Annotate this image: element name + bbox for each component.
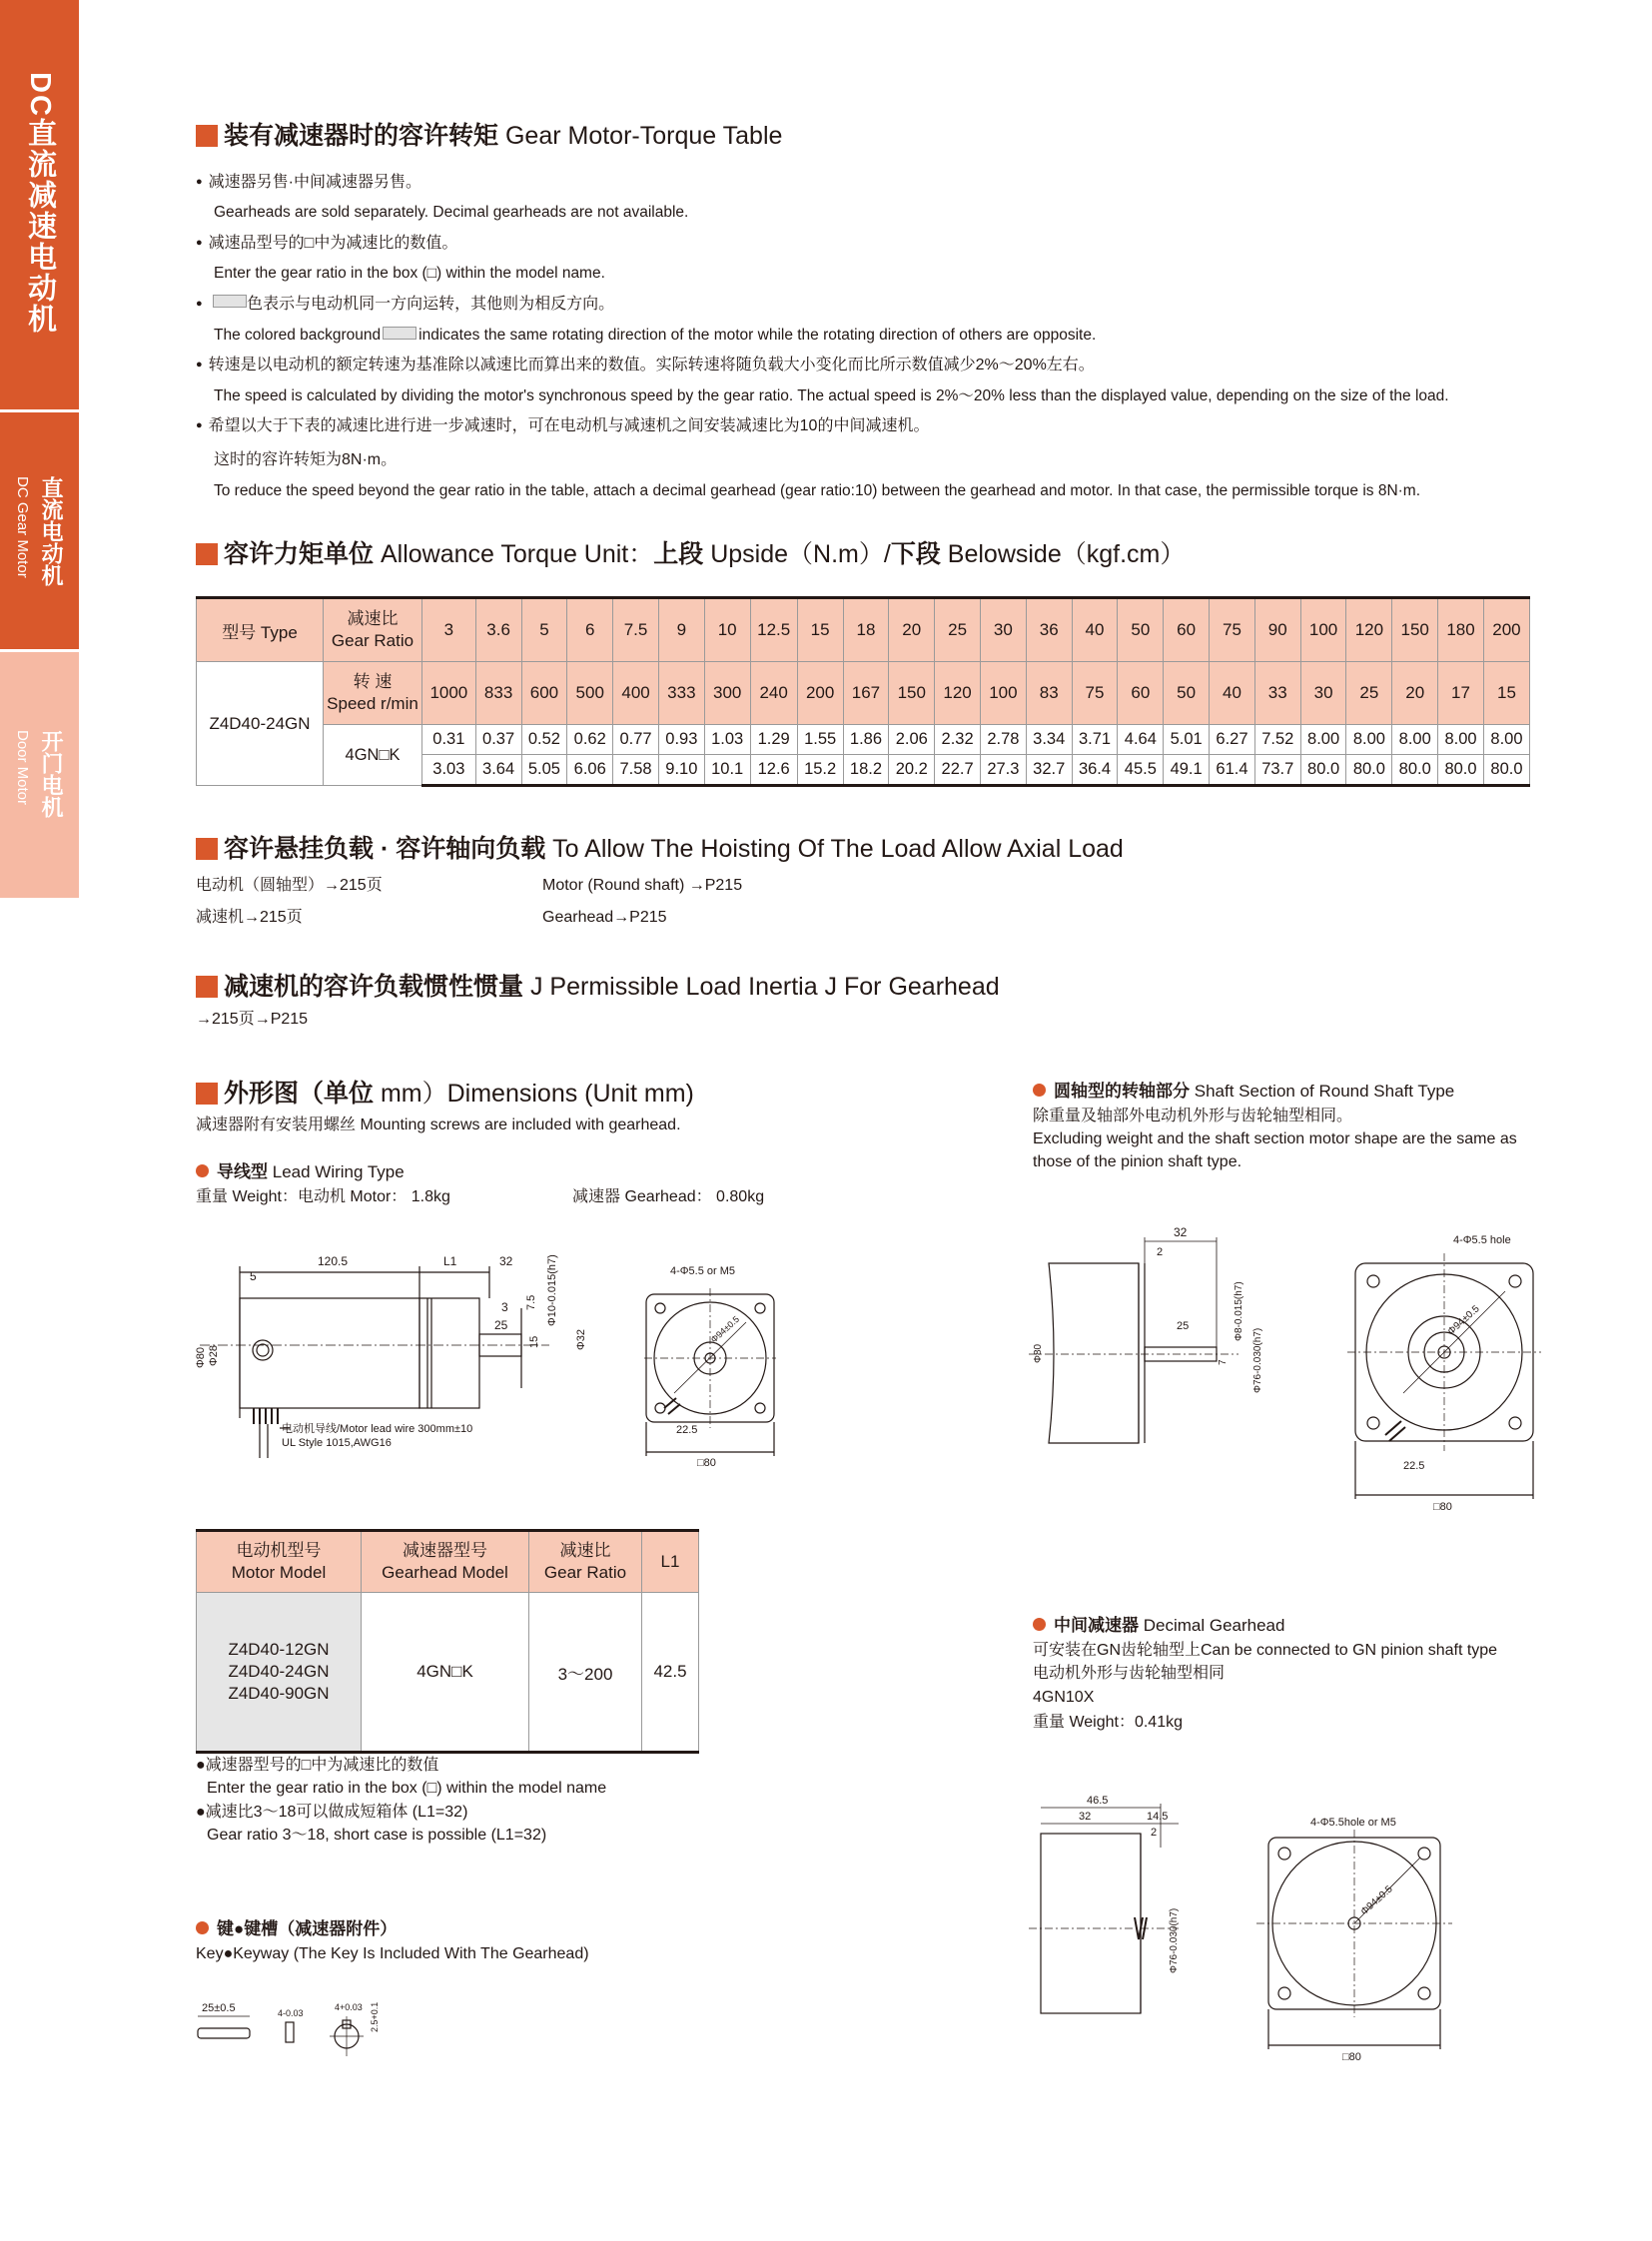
lead-wire-label: 电动机导线/Motor lead wire 300mm±10 [282,1423,473,1435]
key-title: 键●键槽（减速器附件） [196,1914,397,1939]
torque-nm-cell: 0.93 [658,725,704,755]
section-title-dimensions: 外形图（单位 mm）Dimensions (Unit mm) [196,1074,694,1110]
torque-kgfcm-cell: 36.4 [1072,755,1118,786]
section-title-torque-table: 装有减速器时的容许转矩 Gear Motor-Torque Table [196,116,782,152]
note-5-en: To reduce the speed beyond the gear ratio in the table, attach a decimal gearhead (gear ratio:10) between the gearhead and motor. In that case, the permissible torque is 8N·m. [214,482,1421,499]
ratio-cell: 3 [422,598,476,662]
speed-cell: 75 [1072,662,1118,725]
dim-22-5: 22.5 [676,1424,698,1436]
dg-dim-14-5: 14.5 [1147,1811,1169,1823]
key-dim-25: 25±0.5 [202,2002,236,2014]
dim-phi80: Φ80 [195,1346,207,1368]
ratio-cell: 5 [521,598,567,662]
dg-hole-label: 4-Φ5.5hole or M5 [1310,1817,1396,1829]
section-marker-icon [196,976,218,998]
speed-cell: 20 [1392,662,1438,725]
dim-5: 5 [250,1269,257,1283]
rs-dim-phi80: Φ80 [1033,1343,1044,1363]
torque-nm-cell: 1.29 [750,725,797,755]
rs-hole-label: 4-Φ5.5 hole [1453,1234,1511,1246]
side-tab-dc-gear-motor [0,0,79,409]
torque-nm-cell: 8.00 [1300,725,1346,755]
section-marker-icon [196,543,218,565]
ratio-cell: 3.6 [475,598,521,662]
torque-kgfcm-cell: 80.0 [1438,755,1484,786]
ratio-cell: 10 [704,598,750,662]
rs-dim-2: 2 [1157,1246,1164,1258]
dim-15: 15 [528,1335,540,1348]
rs-dim-25: 25 [1177,1320,1190,1332]
side-tab3-en: Door Motor [14,730,31,806]
speed-cell: 40 [1210,662,1255,725]
torque-table [196,596,1530,787]
torque-kgfcm-cell: 80.0 [1300,755,1346,786]
color-swatch-icon [213,295,247,308]
torque-nm-cell: 1.55 [797,725,843,755]
model-note-1: ●减速器型号的□中为减速比的数值 [196,1757,439,1774]
note-1-en: Gearheads are sold separately. Decimal gearheads are not available. [214,204,689,221]
speed-cell: 30 [1300,662,1346,725]
col-l1: L1 [642,1531,699,1593]
ratio-cell: 50 [1118,598,1164,662]
load-ref-gear-en: Gearhead→P215 [542,909,667,926]
ratio-cell: 12.5 [750,598,797,662]
speed-cell: 150 [889,662,935,725]
ratio-cell: 25 [935,598,981,662]
speed-cell: 15 [1483,662,1529,725]
bullet-icon [1033,1618,1046,1631]
torque-kgfcm-cell: 12.6 [750,755,797,786]
ratio-cell: 30 [980,598,1026,662]
ratio-cell: 18 [843,598,889,662]
dim-sq80: □80 [697,1457,716,1469]
rs-dim-32: 32 [1174,1225,1188,1239]
torque-kgfcm-cell: 3.64 [475,755,521,786]
speed-cell: 17 [1438,662,1484,725]
note-3-en: The colored background indicates the same rotating direction of the motor while the rotating direction of others are opposite. [214,327,1097,344]
speed-cell: 500 [567,662,613,725]
speed-cell: 60 [1118,662,1164,725]
round-shaft-cn: 除重量及轴部外电动机外形与齿轮轴型相同。 [1033,1108,1353,1124]
model-table [196,1529,699,1754]
rs-dim-phi8: Φ8-0.015(h7) [1234,1281,1244,1341]
model-note-3: ●减速比3～18可以做成短箱体 (L1=32) [196,1804,468,1821]
speed-header: 转 速 Speed r/min [324,662,422,725]
inertia-ref: →215页→P215 [196,1011,309,1028]
note-5-cn: ● 希望以大于下表的减速比进行进一步减速时，可在电动机与减速机之间安装减速比为10的中间减速机。 [196,416,929,437]
note-4-cn: ● 转速是以电动机的额定转速为基准除以减速比而算出来的数值。实际转速将随负载大小变化而比所示数值减少2%～20%左右。 [196,356,1095,376]
dim-7-5: 7.5 [525,1294,537,1310]
torque-nm-cell: 1.86 [843,725,889,755]
speed-cell: 833 [475,662,521,725]
side-tab-cn: 直流电动机 [39,476,64,586]
side-tab-dc-motor [0,412,79,649]
torque-nm-cell: 1.03 [704,725,750,755]
speed-cell: 600 [521,662,567,725]
speed-cell: 100 [980,662,1026,725]
dim-phi28: Φ28 [208,1344,220,1366]
torque-nm-cell: 0.62 [567,725,613,755]
dg-front-sq80: □80 [1342,2051,1361,2063]
col-gearhead-model: 减速器型号 Gearhead Model [362,1531,529,1593]
ratio-cell: 150 [1392,598,1438,662]
torque-kgfcm-cell: 5.05 [521,755,567,786]
load-ref-motor-cn: 电动机（圆轴型）→215页 [196,877,383,894]
dim-phi94: Φ94±0.5 [708,1313,742,1345]
torque-nm-cell: 0.37 [475,725,521,755]
rs-dim-7: 7 [1218,1359,1229,1365]
key-drawing [190,1992,429,2062]
decimal-front-drawing [1256,1808,1456,2067]
speed-cell: 240 [750,662,797,725]
torque-nm-cell: 5.01 [1164,725,1210,755]
type-header: 型号 Type [197,598,324,662]
speed-cell: 1000 [422,662,476,725]
torque-nm-cell: 2.32 [935,725,981,755]
ratio-cell: 7.5 [613,598,659,662]
ratio-cell: 9 [658,598,704,662]
decimal-l1: 可安装在GN齿轮轴型上Can be connected to GN pinion shaft type [1033,1642,1498,1659]
dim-l1: L1 [443,1254,457,1268]
rs-dim-phi76: Φ76-0.030(h7) [1252,1327,1263,1393]
ratio-cell: 100 [1300,598,1346,662]
torque-kgfcm-cell: 61.4 [1210,755,1255,786]
key-dim-4b: 4+0.03 [335,2002,363,2012]
torque-kgfcm-cell: 3.03 [422,755,476,786]
weight-gearhead: 减速器 Gearhead： 0.80kg [572,1188,765,1205]
bullet-icon [196,1921,209,1934]
dim-120-5: 120.5 [318,1254,349,1268]
dim-32: 32 [499,1254,513,1268]
speed-cell: 300 [704,662,750,725]
decimal-gearhead-title: 中间减速器 Decimal Gearhead [1033,1611,1284,1636]
torque-nm-cell: 3.71 [1072,725,1118,755]
round-shaft-side-drawing [1029,1223,1278,1463]
section-title-load: 容许悬挂负载 · 容许轴向负载 To Allow The Hoisting Of The Load Allow Axial Load [196,829,1124,865]
dg-dim-phi76: Φ76-0.030(h7) [1169,1907,1180,1973]
note-1-cn: ● 减速器另售·中间减速器另售。 [196,173,421,194]
lead-wiring-side-drawing [190,1238,629,1458]
dg-dim-32: 32 [1079,1811,1092,1823]
note-3-cn: ● 色表示与电动机同一方向运转，其他则为相反方向。 [196,295,614,316]
torque-kgfcm-cell: 27.3 [980,755,1026,786]
ratio-cell: 90 [1254,598,1300,662]
dg-dim-46-5: 46.5 [1087,1795,1109,1807]
round-shaft-title: 圆轴型的转轴部分 Shaft Section of Round Shaft Type [1033,1077,1454,1102]
model-note-4: Gear ratio 3～18, short case is possible (L1=32) [207,1827,547,1844]
speed-cell: 200 [797,662,843,725]
lead-wiring-front-drawing [634,1258,794,1478]
dim-3: 3 [501,1300,508,1314]
torque-nm-cell: 0.52 [521,725,567,755]
torque-nm-cell: 8.00 [1483,725,1529,755]
ul-style-label: UL Style 1015,AWG16 [282,1437,392,1449]
rs-front-sq80: □80 [1433,1501,1452,1513]
motor-models-cell: Z4D40-12GN Z4D40-24GN Z4D40-90GN [197,1593,362,1753]
dg-front-phi94: Φ94±0.5 [1358,1883,1395,1918]
torque-nm-cell: 7.52 [1254,725,1300,755]
ratio-cell: 60 [1164,598,1210,662]
ratio-cell: 200 [1483,598,1529,662]
torque-kgfcm-cell: 73.7 [1254,755,1300,786]
ratio-cell: 40 [1072,598,1118,662]
round-shaft-front-drawing [1343,1223,1543,1513]
side-tab3-cn: 开门电机 [39,730,64,818]
torque-nm-cell: 8.00 [1438,725,1484,755]
torque-kgfcm-cell: 7.58 [613,755,659,786]
lead-wiring-title: 导线型 Lead Wiring Type [196,1157,405,1182]
speed-cell: 33 [1254,662,1300,725]
speed-cell: 25 [1346,662,1392,725]
ratio-cell: 120 [1346,598,1392,662]
section-title-inertia: 减速机的容许负载惯性惯量 J Permissible Load Inertia J For Gearhead [196,967,1000,1003]
torque-kgfcm-cell: 49.1 [1164,755,1210,786]
torque-nm-cell: 3.34 [1026,725,1072,755]
torque-kgfcm-cell: 18.2 [843,755,889,786]
side-tab-en: DC Gear Motor [14,476,31,578]
dim-phi10: Φ10-0.015(h7) [546,1254,558,1326]
load-ref-motor-en: Motor (Round shaft) →P215 [542,877,743,894]
torque-kgfcm-cell: 80.0 [1483,755,1529,786]
gearhead-cell: 4GN□K [324,725,422,786]
key-dim-4: 4-0.03 [278,2008,304,2018]
torque-nm-cell: 2.78 [980,725,1026,755]
model-cell: Z4D40-24GN [197,662,324,786]
torque-nm-cell: 0.77 [613,725,659,755]
key-dim-2-5: 2.5+0.1 [370,2001,380,2032]
model-note-2: Enter the gear ratio in the box (□) within the model name [207,1780,607,1797]
torque-nm-cell: 8.00 [1346,725,1392,755]
speed-cell: 400 [613,662,659,725]
col-gear-ratio: 减速比 Gear Ratio [529,1531,642,1593]
torque-nm-cell: 4.64 [1118,725,1164,755]
ratio-cell: 6 [567,598,613,662]
torque-kgfcm-cell: 15.2 [797,755,843,786]
torque-nm-cell: 8.00 [1392,725,1438,755]
bullet-icon [1033,1084,1046,1097]
side-tab-title: DC直流减速电动机 [24,72,56,335]
decimal-l3: 4GN10X [1033,1689,1095,1706]
ratio-cell: 15 [797,598,843,662]
section-marker-icon [196,838,218,860]
round-shaft-en1: Excluding weight and the shaft section motor shape are the same as [1033,1130,1517,1147]
side-tab-door-motor [0,652,79,898]
section-title-torque-unit: 容许力矩单位 Allowance Torque Unit：上段 Upside（N.m）/下段 Belowside（kgf.cm） [196,534,1185,570]
dg-dim-2: 2 [1151,1827,1158,1839]
col-motor-model: 电动机型号 Motor Model [197,1531,362,1593]
speed-cell: 50 [1164,662,1210,725]
speed-cell: 120 [935,662,981,725]
rs-front-phi94: Φ94±0.5 [1445,1303,1482,1338]
torque-kgfcm-cell: 10.1 [704,755,750,786]
ratio-header: 减速比 Gear Ratio [324,598,422,662]
bullet-icon [196,1164,209,1177]
weight-motor: 重量 Weight：电动机 Motor： 1.8kg [196,1188,450,1205]
torque-kgfcm-cell: 22.7 [935,755,981,786]
dim-hole: 4-Φ5.5 or M5 [670,1265,736,1277]
speed-cell: 167 [843,662,889,725]
torque-kgfcm-cell: 32.7 [1026,755,1072,786]
ratio-cell: 75 [1210,598,1255,662]
section-marker-icon [196,1083,218,1105]
dim-phi32: Φ32 [575,1328,587,1350]
torque-nm-cell: 6.27 [1210,725,1255,755]
rs-front-22-5: 22.5 [1403,1460,1425,1472]
note-2-en: Enter the gear ratio in the box (□) within the model name. [214,265,605,282]
torque-kgfcm-cell: 20.2 [889,755,935,786]
decimal-l2: 电动机外形与齿轮轴型相同 [1033,1665,1226,1682]
speed-cell: 83 [1026,662,1072,725]
ratio-cell: 180 [1438,598,1484,662]
note-2-cn: ● 减速品型号的□中为减速比的数值。 [196,234,457,255]
torque-nm-cell: 2.06 [889,725,935,755]
ratio-cell: 36 [1026,598,1072,662]
note-4-en: The speed is calculated by dividing the motor's synchronous speed by the gear ratio. The actual speed is 2%～20% less than the displayed value, depending on the size of the load. [214,387,1449,404]
speed-cell: 333 [658,662,704,725]
torque-kgfcm-cell: 80.0 [1392,755,1438,786]
ratio-cell: 20 [889,598,935,662]
round-shaft-en2: those of the pinion shaft type. [1033,1153,1242,1170]
torque-nm-cell: 0.31 [422,725,476,755]
mount-note: 减速器附有安装用螺丝 Mounting screws are included with gearhead. [196,1117,681,1133]
torque-kgfcm-cell: 80.0 [1346,755,1392,786]
key-subtitle: Key●Keyway (The Key Is Included With The Gearhead) [196,1945,589,1962]
gearhead-model-cell: 4GN□K [362,1593,529,1753]
l1-cell: 42.5 [642,1593,699,1753]
gear-ratio-cell: 3～200 [529,1593,642,1753]
torque-kgfcm-cell: 45.5 [1118,755,1164,786]
color-swatch-icon [383,327,416,340]
section-marker-icon [196,125,218,147]
decimal-l4: 重量 Weight：0.41kg [1033,1714,1183,1731]
note-5-cn2: 这时的容许转矩为8N·m。 [214,451,398,468]
decimal-side-drawing [1029,1788,1229,2027]
torque-kgfcm-cell: 9.10 [658,755,704,786]
torque-kgfcm-cell: 6.06 [567,755,613,786]
dim-25: 25 [494,1318,508,1332]
load-ref-gear-cn: 减速机→215页 [196,909,303,926]
